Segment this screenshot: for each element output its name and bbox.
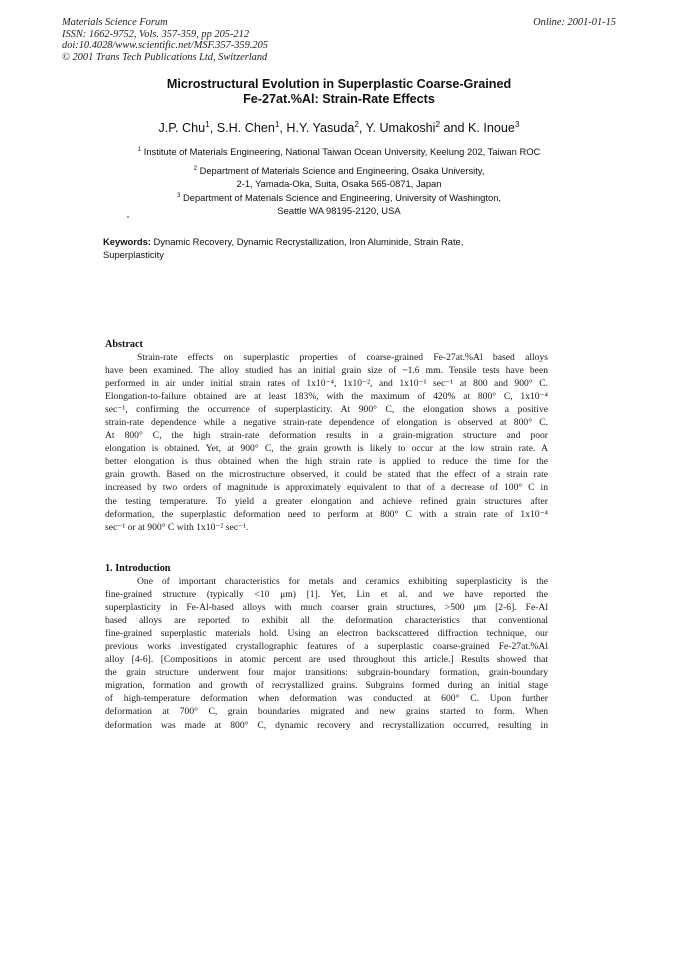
- abstract-line: deformation, the superplastic deformation need to perform at 800° C with a strain rate of 1x10⁻⁴: [105, 508, 548, 520]
- introduction-line: migration, formation and growth of recrystallized grains. Subgrains formed during an initial stage: [105, 680, 548, 692]
- author: J.P. Chu: [158, 121, 206, 135]
- abstract-line: Elongation-to-failure obtained are at least 183%, with the maximum of 420% at 800° C, 1x10⁻⁴: [105, 391, 548, 403]
- author-affiliation-mark: 1: [274, 119, 280, 129]
- affiliation-number: 2: [193, 164, 197, 172]
- affiliation-2: [0, 164, 678, 190]
- author: S.H. Chen: [216, 121, 275, 135]
- paper-title: [0, 77, 678, 107]
- journal-name: Materials Science Forum: [62, 17, 168, 28]
- affiliation-line: Department of Materials Science and Engineering, University of Washington,: [182, 192, 502, 203]
- affiliation-line: Seattle WA 98195-2120, USA: [277, 205, 401, 216]
- introduction-line: fine-grained superplastic materials hold. Using an electron backscattered diffraction technique, our: [105, 628, 548, 640]
- keywords-label: Keywords:: [103, 236, 151, 247]
- affiliation-1: [0, 145, 678, 158]
- keywords-text-continued: Superplasticity: [103, 248, 164, 260]
- abstract-line: strain-rate dependence while a negative strain-rate dependence of elongation is observed at 800° C.: [105, 417, 548, 429]
- abstract-line: sec⁻¹, confirming the occurrence of superplasticity. At 900° C, the elongation shows a positive: [105, 404, 548, 416]
- author-affiliation-mark: 2: [354, 119, 359, 129]
- abstract-line: better elongation is thus obtained when the high strain rate is applied to reduce the time for the: [105, 456, 548, 468]
- keywords-block: [103, 236, 573, 261]
- affiliation-number: 3: [176, 191, 181, 199]
- abstract-line: grain growth. Based on the microstructure observed, it could be stated that the effect of a strain rate: [105, 469, 548, 481]
- author-separator: ,: [358, 121, 366, 135]
- author-affiliation-mark: 2: [435, 119, 440, 129]
- abstract-line: elongation is obtained. Yet, at 900° C, the grain growth is likely to occur at the low strain rate. A: [105, 443, 548, 455]
- introduction-line: deformation at 700° C, grain boundaries migrated and new grains started to form. When: [105, 706, 548, 718]
- abstract-line: performed in air under initial strain rates of 1x10⁻⁴, 1x10⁻², and 1x10⁻¹ sec⁻¹ at 800 and 900° C.: [105, 378, 548, 390]
- doi-line: doi:10.4028/www.scientific.net/MSF.357-359.205: [62, 40, 268, 52]
- affiliation-line: Department of Materials Science and Engineering, Osaka University,: [199, 165, 485, 176]
- introduction-body: [105, 575, 548, 732]
- abstract-line: At 800° C, the high strain-rate deformation results in a grain-migration structure and poor: [105, 430, 548, 442]
- author-separator: ,: [279, 121, 287, 135]
- title-line-2: Fe-27at.%Al: Strain-Rate Effects: [243, 92, 435, 106]
- introduction-line: fine-grained structure (typically <10 μm) [1]. Yet, Lin et al. and we have reported the: [105, 589, 548, 601]
- abstract-body: [105, 351, 548, 534]
- scan-speck: [127, 216, 129, 218]
- introduction-line: of high-temperature deformation when deformation was conducted at 600° C. Upon further: [105, 693, 548, 705]
- abstract-line: increased by two orders of magnitude is approximately equivalent to that of a decrease of 100° C in: [105, 482, 548, 494]
- author-affiliation-mark: 3: [514, 119, 520, 129]
- author: K. Inoue: [468, 121, 515, 135]
- journal-header: [62, 17, 268, 63]
- introduction-line: based alloys are reported to exhibit all the deformation characteristics that conventional: [105, 615, 548, 627]
- affiliation-3: [0, 191, 678, 217]
- abstract-line: the testing temperature. To yield a greater elongation and achieve refined grain structures after: [105, 495, 548, 507]
- abstract-line: Strain-rate effects on superplastic properties of coarse-grained Fe-27at.%Al based alloys: [137, 352, 548, 363]
- copyright-line: © 2001 Trans Tech Publications Ltd, Switzerland: [62, 51, 268, 63]
- introduction-heading: 1. Introduction: [105, 563, 171, 574]
- online-date: Online: 2001-01-15: [533, 17, 616, 28]
- introduction-line: alloy [4-6]. [Compositions in atomic percent are used throughout this article.] Results showed that: [105, 654, 548, 666]
- keywords-text: Dynamic Recovery, Dynamic Recrystallization, Iron Aluminide, Strain Rate,: [150, 236, 464, 247]
- issn-line: ISSN: 1662-9752, Vols. 357-359, pp 205-212: [62, 28, 250, 40]
- introduction-line: One of important characteristics for metals and ceramics exhibiting superplasticity is the: [137, 576, 548, 587]
- author: Y. Umakoshi: [365, 121, 436, 135]
- affiliation-line: Institute of Materials Engineering, National Taiwan Ocean University, Keelung 202, Taiwan ROC: [143, 146, 541, 157]
- introduction-line: deformation was made at 800° C, dynamic recovery and recrystallization occurred, resulting in: [105, 719, 548, 731]
- author-separator: ,: [209, 121, 217, 135]
- affiliation-line: 2-1, Yamada-Oka, Suita, Osaka 565-0871, Japan: [236, 178, 442, 189]
- abstract-line: sec⁻¹ or at 900° C with 1x10⁻² sec⁻¹.: [105, 521, 249, 533]
- introduction-line: previous works investigated crystallographic features of a superplastic coarse-grained Fe-27at.%Al: [105, 641, 548, 653]
- abstract-line: have been examined. The alloy studied has an initial grain size of ~1.6 mm. Tensile tests have been: [105, 365, 548, 377]
- author-separator: and: [440, 121, 469, 135]
- title-line-1: Microstructural Evolution in Superplastic Coarse-Grained: [166, 77, 512, 91]
- author-affiliation-mark: 1: [205, 119, 210, 129]
- author-list: [0, 120, 678, 136]
- affiliation-number: 1: [137, 145, 142, 153]
- author: H.Y. Yasuda: [286, 121, 355, 135]
- introduction-line: the grain structure underwent four major transitions: subgrain-boundary formation, grain-boundary: [105, 667, 548, 679]
- introduction-line: superplasticity in Fe-Al-based alloys with much coarser grain structures, >500 μm [2-6]. Fe-Al: [105, 602, 548, 614]
- abstract-heading: Abstract: [105, 339, 143, 350]
